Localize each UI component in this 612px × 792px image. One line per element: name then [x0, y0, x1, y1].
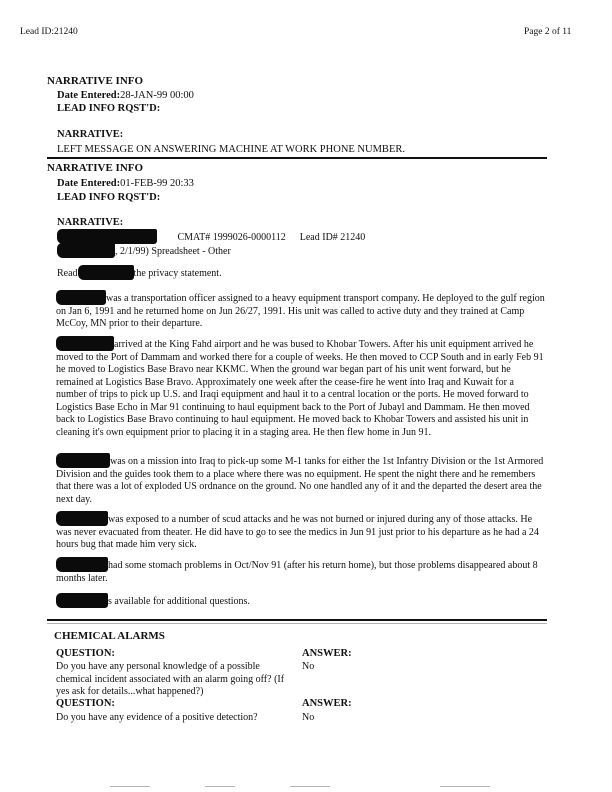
- section1-narrative-label: NARRATIVE:: [57, 129, 124, 140]
- narrative-paragraph: [56, 336, 546, 439]
- scan-mark: [290, 786, 330, 787]
- narrative-paragraph: [56, 511, 546, 552]
- lead-reference: Lead ID# 21240: [299, 232, 366, 243]
- section2-lead-info: LEAD INFO RQST'D:: [57, 192, 161, 203]
- redaction-block: [57, 229, 157, 244]
- answer-label: ANSWER:: [302, 648, 352, 659]
- date-entered-label: Date Entered:: [57, 90, 121, 101]
- redaction-block: [78, 265, 134, 280]
- narrative-paragraph: [56, 290, 546, 331]
- section2-date-entered: [57, 178, 194, 189]
- section1-date-entered: [57, 90, 194, 101]
- redaction-block: [56, 453, 110, 468]
- date-entered-value: 01-FEB-99 20:33: [120, 178, 194, 189]
- redaction-block: [56, 336, 114, 351]
- question-text: Do you have any personal knowledge of a possible chemical incident associated with an alarm going off? (If yes ask for details...what happened?): [56, 661, 285, 697]
- document-line: [57, 243, 231, 258]
- answer-label: ANSWER:: [302, 698, 352, 709]
- cmat-number: CMAT# 1999026-0000112: [177, 232, 286, 243]
- date-entered-value: 28-JAN-99 00:00: [120, 90, 194, 101]
- paragraph-text: had some stomach problems in Oct/Nov 91 (after his return home), but those problems disappeared about 8 months later.: [56, 560, 538, 584]
- section1-lead-info: LEAD INFO RQST'D:: [57, 103, 161, 114]
- divider-rule: [47, 619, 547, 621]
- scan-mark: [205, 786, 235, 787]
- answer-value: No: [302, 661, 315, 672]
- paragraph-text: was a transportation officer assigned to a heavy equipment transport company. He deployed to the gulf region on Jan 6, 1991 and he returned home on Jun 26/27, 1991. His unit was called to active duty and they trained at Camp McCoy, MN prior to their departure.: [56, 293, 545, 329]
- question-label: QUESTION:: [56, 648, 115, 659]
- paragraph-text: arrived at the King Fahd airport and he was bused to Khobar Towers. After his unit equipment arrived he moved to the Port of Dammam and worked there for a couple of weeks. He then moved to CCP South and in early Feb 91 he moved to Logistics Base Bravo near KKMC. When the ground war began part of his unit went forward, but he remained at Logistics Base Bravo. Approximately one week after the cease-fire he went into Iraq and Kuwait for a number of trips to pick up U.S. and Iraqi equipment and haul it to a central location or the ports. He moved forward to Logistics Base Echo in Mar 91 continuing to haul equipment back to the Port of Jubayl and Dammam. He then moved back to Logistics Base Bravo continuing to haul equipment. He moved back to Khobar Towers and assisted his unit in cleaning it's own equipment prior to placing it in a staging area. He then flew home in Jun 91.: [56, 339, 544, 438]
- narrative-paragraph: [56, 557, 546, 585]
- redaction-block: [56, 593, 108, 608]
- privacy-after: the privacy statement.: [133, 268, 222, 279]
- section2-title: NARRATIVE INFO: [47, 162, 144, 174]
- chemical-alarms-title: CHEMICAL ALARMS: [54, 630, 165, 642]
- section2-narrative-label: NARRATIVE:: [57, 217, 124, 228]
- scan-mark: [110, 786, 150, 787]
- narrative-paragraph: [56, 453, 546, 506]
- section1-narrative-text: LEFT MESSAGE ON ANSWERING MACHINE AT WORK PHONE NUMBER.: [57, 144, 405, 155]
- privacy-line: [57, 265, 222, 280]
- question-label: QUESTION:: [56, 698, 115, 709]
- redaction-block: [56, 557, 108, 572]
- paragraph-text: was exposed to a number of scud attacks and he was not burned or injured during any of those attacks. He was never evacuated from theater. He did have to go to see the medics in Jun 91 just prior to his departure as he had a 24 hours bug that made him very sick.: [56, 514, 539, 550]
- page-number: Page 2 of 11: [524, 27, 572, 37]
- answer-value: No: [302, 712, 315, 723]
- date-entered-label: Date Entered:: [57, 178, 121, 189]
- redaction-block: [56, 290, 106, 305]
- cmat-line: [57, 229, 365, 244]
- section1-title: NARRATIVE INFO: [47, 75, 144, 87]
- privacy-before: Read: [57, 268, 78, 279]
- paragraph-text: was on a mission into Iraq to pick-up some M-1 tanks for either the 1st Infantry Division or the 1st Armored Division and the guides took them to a place where there was no equipment. He spent the night there and he remembers that there was a lot of exploded US ordnance on the ground. No one handled any of it and the departed the desert area the next day.: [56, 456, 544, 505]
- divider-rule: [47, 157, 547, 159]
- lead-id-header: Lead ID:21240: [20, 27, 78, 37]
- redaction-block: [57, 243, 115, 258]
- divider-rule-faint: [47, 623, 547, 624]
- narrative-paragraph: [56, 593, 546, 609]
- document-description: , 2/1/99) Spreadsheet - Other: [115, 246, 231, 257]
- paragraph-text: s available for additional questions.: [108, 596, 250, 607]
- scan-mark: [440, 786, 490, 787]
- question-text: Do you have any evidence of a positive detection?: [56, 712, 258, 723]
- redaction-block: [56, 511, 108, 526]
